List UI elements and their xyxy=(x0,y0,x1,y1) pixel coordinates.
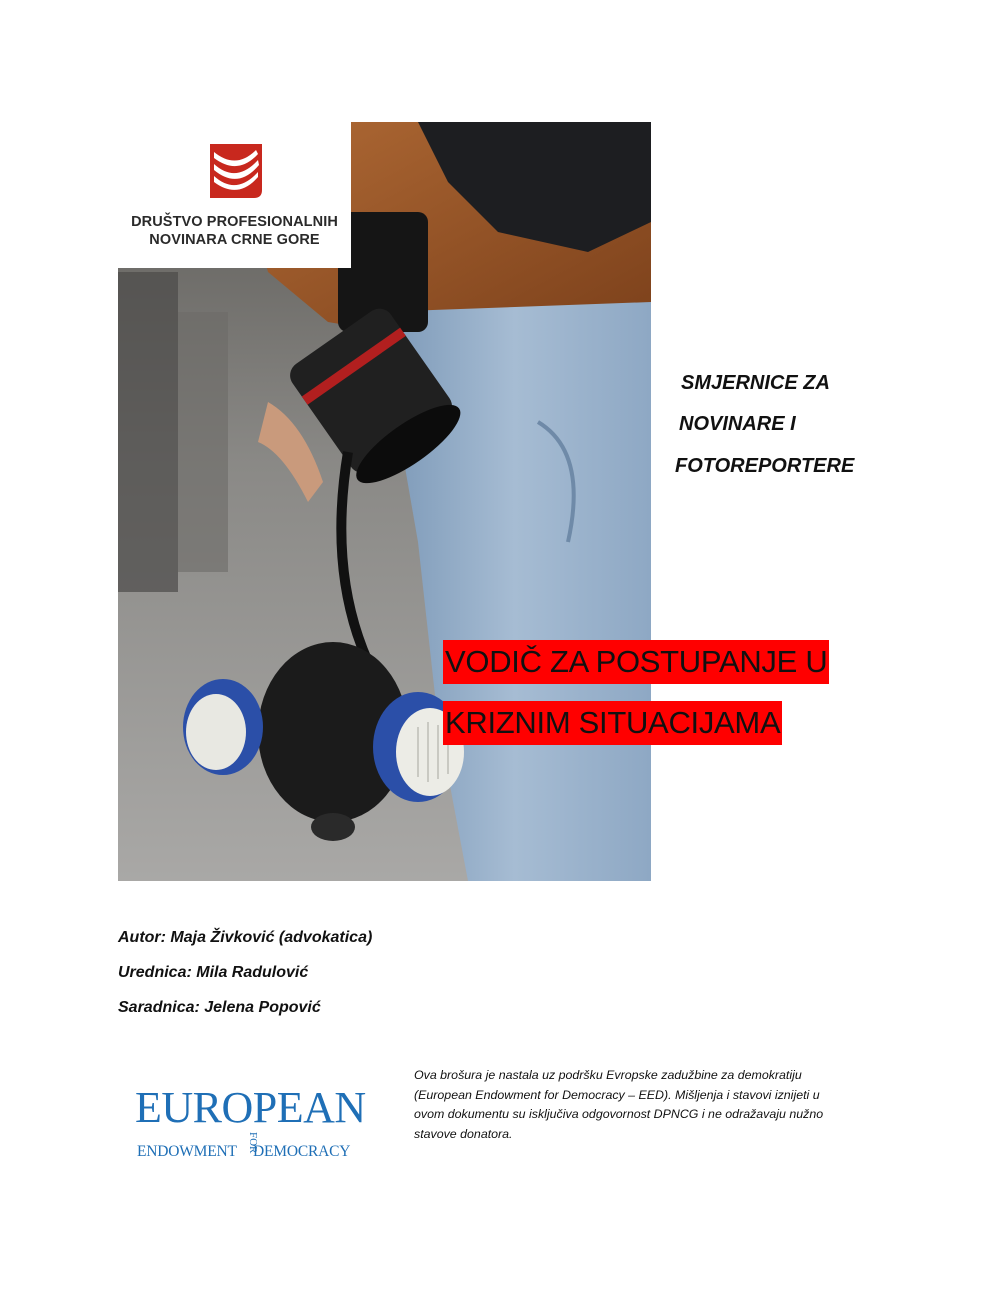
funder-logo-for: FOR xyxy=(247,1132,259,1154)
disclaimer-line: Ova brošura je nastala uz podršku Evropske zadužbine za demokratiju xyxy=(414,1068,802,1082)
organization-logo xyxy=(118,122,351,268)
title-line-1: VODIČ ZA POSTUPANJE U xyxy=(443,640,829,684)
funding-disclaimer xyxy=(414,1066,874,1144)
guidelines-line-1: SMJERNICE ZA xyxy=(681,372,830,394)
funder-logo-democracy: DEMOCRACY xyxy=(253,1143,351,1160)
guidelines-line-2: NOVINARE I xyxy=(679,413,796,435)
funder-logo-line1: EUROPEAN xyxy=(135,1083,366,1132)
organization-name-line2: NOVINARA CRNE GORE xyxy=(149,232,320,248)
disclaimer-line: ovom dokumentu su isključiva odgovornost DPNCG i ne odražavaju nužno xyxy=(414,1107,824,1121)
funder-logo-endowment: ENDOWMENT xyxy=(137,1143,237,1160)
disclaimer-line: stavove donatora. xyxy=(414,1126,513,1141)
disclaimer-line: (European Endowment for Democracy – EED). Mišljenja i stavovi iznijeti u xyxy=(414,1087,820,1102)
title-line-2: KRIZNIM SITUACIJAMA xyxy=(443,701,782,745)
guidelines-line-3: FOTOREPORTERE xyxy=(675,455,855,477)
organization-logo-icon xyxy=(206,140,266,202)
editor-credit: Urednica: Mila Radulović xyxy=(118,964,309,981)
author-credit: Autor: Maja Živković (advokatica) xyxy=(118,929,373,946)
organization-name-line1: DRUŠTVO PROFESIONALNIH xyxy=(131,214,338,230)
associate-credit: Saradnica: Jelena Popović xyxy=(118,999,321,1016)
